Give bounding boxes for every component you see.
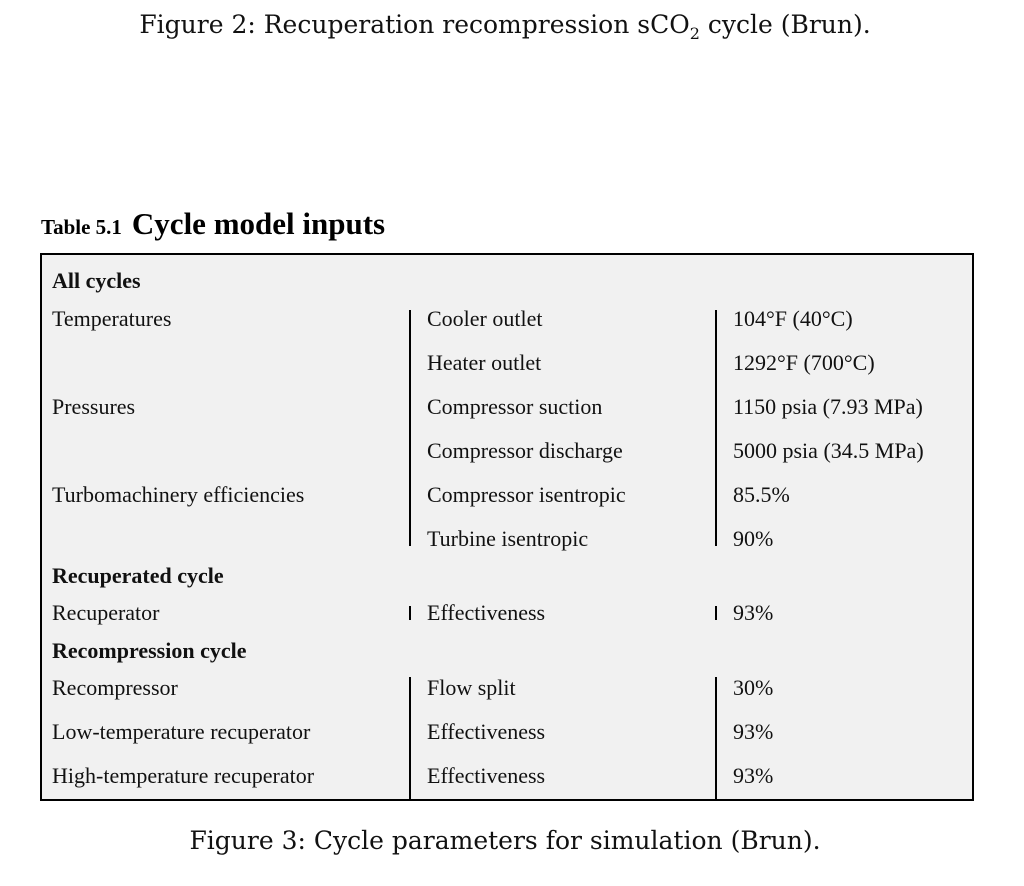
row-value: 1150 psia (7.93 MPa) [733, 394, 923, 419]
figure-2-caption-subscript: 2 [689, 24, 700, 43]
row-value: 93% [733, 763, 774, 788]
figure-3-caption: Figure 3: Cycle parameters for simulation (Brun). [189, 826, 821, 855]
row-value: 104°F (40°C) [733, 306, 853, 331]
row-value: 93% [733, 719, 774, 744]
row-value: 1292°F (700°C) [733, 350, 875, 375]
row-category: Pressures [52, 394, 136, 419]
section-heading-recuperated-cycle: Recuperated cycle [52, 563, 224, 588]
column-divider-4 [715, 677, 717, 799]
row-value: 90% [733, 526, 774, 551]
row-parameter: Effectiveness [427, 763, 546, 788]
row-category: Recuperator [52, 600, 160, 625]
table-title: Cycle model inputs [131, 206, 386, 241]
row-category: Low-temperature recuperator [52, 719, 311, 744]
row-parameter: Cooler outlet [427, 306, 543, 331]
section-heading-recompression-cycle: Recompression cycle [52, 638, 247, 663]
row-parameter: Heater outlet [427, 350, 542, 375]
row-parameter: Effectiveness [427, 719, 546, 744]
table-number: Table 5.1 [41, 215, 122, 239]
column-divider-tick-2 [715, 606, 717, 620]
row-category: High-temperature recuperator [52, 763, 315, 788]
row-value: 30% [733, 675, 774, 700]
row-value: 5000 psia (34.5 MPa) [733, 438, 924, 463]
column-divider-tick-1 [409, 606, 411, 620]
row-value: 93% [733, 600, 774, 625]
row-category: Recompressor [52, 675, 178, 700]
row-parameter: Flow split [427, 675, 516, 700]
row-parameter: Turbine isentropic [427, 526, 589, 551]
section-heading-all-cycles: All cycles [52, 268, 141, 293]
column-divider-1 [409, 310, 411, 546]
figure-2-caption-suffix: cycle (Brun). [699, 10, 871, 39]
row-category: Turbomachinery efficiencies [52, 482, 305, 507]
row-parameter: Compressor isentropic [427, 482, 626, 507]
column-divider-2 [715, 310, 717, 546]
row-parameter: Effectiveness [427, 600, 546, 625]
row-parameter: Compressor suction [427, 394, 603, 419]
row-parameter: Compressor discharge [427, 438, 623, 463]
figure-2-caption-text: Figure 2: Recuperation recompression sCO [139, 10, 690, 39]
row-category: Temperatures [52, 306, 172, 331]
row-value: 85.5% [733, 482, 790, 507]
figure-2-caption [0, 10, 1010, 43]
cycle-inputs-table [40, 253, 974, 801]
table-heading [41, 206, 385, 242]
column-divider-3 [409, 677, 411, 799]
